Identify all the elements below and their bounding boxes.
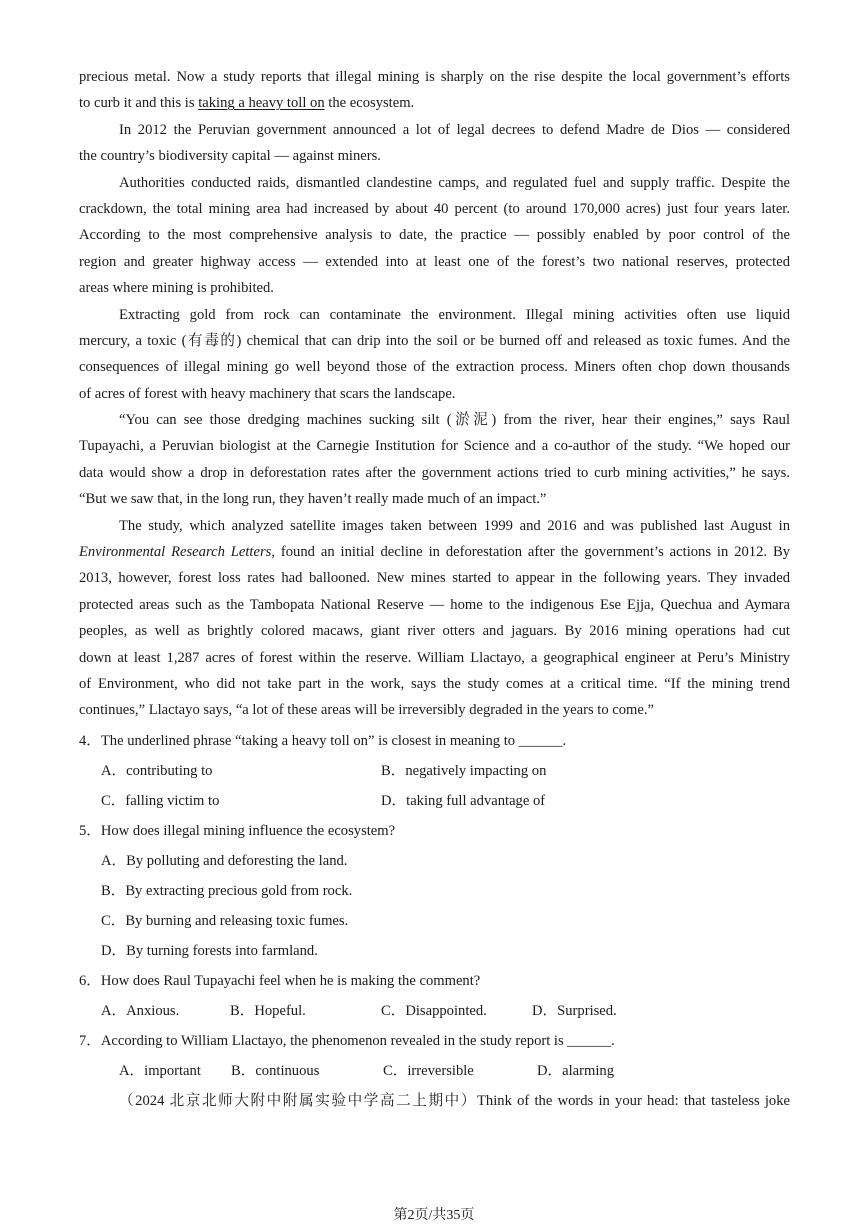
passage-line	[79, 407, 790, 433]
text: peoples, as well as brightly colored macaws, giant river otters and jaguars. By 2016 mining operations had cut	[79, 623, 790, 640]
passage-line	[79, 513, 790, 539]
text: down at least 1,287 acres of forest within the reserve. William Llactayo, a geographical engineer at Peru’s Ministry	[79, 649, 790, 666]
passage-line	[79, 539, 790, 565]
option-d[interactable]: D．By turning forests into farmland.	[101, 942, 318, 959]
text: “You can see those dredging machines sucking silt (淤泥) from the river, hear their engines,” says Raul	[119, 412, 790, 429]
passage-line	[79, 90, 790, 116]
text: Authorities conducted raids, dismantled clandestine camps, and regulated fuel and supply traffic. Despite the	[119, 174, 790, 191]
option-a[interactable]: A．Anxious.	[101, 1002, 180, 1019]
underlined-phrase: taking a heavy toll on	[198, 95, 325, 112]
passage-line	[79, 249, 790, 275]
question-stem: 6．How does Raul Tupayachi feel when he is making the comment?	[79, 972, 481, 989]
text: , found an initial decline in deforestation after the government’s actions in 2012. By	[271, 544, 790, 561]
text: the country’s biodiversity capital — against miners.	[79, 148, 381, 165]
option-b[interactable]: B．continuous	[231, 1062, 320, 1079]
next-section-intro: （2024 北京北师大附中附属实验中学高二上期中）Think of the words in your head: that tasteless joke	[119, 1092, 790, 1109]
text: Tupayachi, a Peruvian biologist at the Carnegie Institution for Science and a co-author of the study. “We hoped our	[79, 438, 790, 455]
passage-line	[79, 354, 790, 380]
passage-line	[79, 486, 790, 512]
text: crackdown, the total mining area had increased by about 40 percent (to around 170,000 acres) just four years later.	[79, 200, 790, 217]
question-stem: 5．How does illegal mining influence the ecosystem?	[79, 822, 396, 839]
passage-line	[79, 618, 790, 644]
passage-line	[79, 275, 790, 301]
options-row	[79, 906, 790, 936]
passage-line	[79, 170, 790, 196]
options-row	[79, 846, 790, 876]
text: to curb it and this is	[79, 95, 199, 112]
text: In 2012 the Peruvian government announced a lot of legal decrees to defend Madre de Dios — considered	[119, 121, 790, 138]
text: “But we saw that, in the long run, they haven’t really made much of an impact.”	[79, 491, 547, 508]
option-d[interactable]: D．alarming	[537, 1062, 615, 1079]
options-row	[79, 756, 790, 786]
passage-line	[79, 328, 790, 354]
options-row	[79, 786, 790, 816]
text: The study, which analyzed satellite images taken between 1999 and 2016 and was published last August in	[119, 517, 790, 534]
text: precious metal. Now a study reports that illegal mining is sharply on the rise despite the local government’s efforts	[79, 69, 790, 85]
passage-line	[79, 222, 790, 248]
text: Extracting gold from rock can contaminate the environment. Illegal mining activities often use liquid	[119, 306, 790, 323]
option-a[interactable]: A．By polluting and deforesting the land.	[101, 852, 348, 869]
text: region and greater highway access — extended into at least one of the forest’s two national reserves, protected	[79, 253, 790, 270]
text: 2013, however, forest loss rates had ballooned. New mines started to appear in the following years. They invaded	[79, 570, 790, 587]
journal-title: Environmental Research Letters	[79, 544, 272, 561]
options-row	[79, 876, 790, 906]
option-c[interactable]: C．By burning and releasing toxic fumes.	[101, 912, 349, 929]
passage-line	[79, 64, 790, 90]
passage-line	[79, 117, 790, 143]
text: protected areas such as the Tambopata National Reserve — home to the indigenous Ese Ejja, Quechua and Aymara	[79, 596, 790, 613]
text: According to the most comprehensive analysis to date, the practice — possibly enabled by poor control of the	[79, 227, 790, 244]
passage-line	[79, 460, 790, 486]
options-row	[79, 936, 790, 966]
option-a[interactable]: A．important	[119, 1062, 201, 1079]
option-b[interactable]: B．By extracting precious gold from rock.	[101, 882, 353, 899]
question-stem: 7．According to William Llactayo, the phenomenon revealed in the study report is ______.	[79, 1032, 615, 1049]
text: mercury, a toxic (有毒的) chemical that can drip into the soil or be burned off and released as toxic fumes. And the	[79, 332, 790, 349]
passage-line	[79, 645, 790, 671]
option-b[interactable]: B．negatively impacting on	[381, 762, 547, 779]
passage-line	[79, 433, 790, 459]
passage-line	[79, 565, 790, 591]
text: of acres of forest with heavy machinery that scars the landscape.	[79, 385, 456, 402]
option-d[interactable]: D．Surprised.	[532, 1002, 617, 1019]
option-a[interactable]: A．contributing to	[101, 762, 213, 779]
option-b[interactable]: B．Hopeful.	[230, 1002, 306, 1019]
option-c[interactable]: C．irreversible	[383, 1062, 474, 1079]
option-d[interactable]: D．taking full advantage of	[381, 792, 546, 809]
text: data would show a drop in deforestation rates after the government actions tried to curb mining activities,” he says.	[79, 464, 790, 481]
text: areas where mining is prohibited.	[79, 280, 274, 297]
question-stem: 4．The underlined phrase “taking a heavy toll on” is closest in meaning to ______.	[79, 732, 567, 749]
text: continues,” Llactayo says, “a lot of these areas will be irreversibly degraded in the years to come.”	[79, 702, 655, 719]
passage-line	[79, 381, 790, 407]
passage-line	[79, 671, 790, 697]
options-row	[79, 1056, 790, 1086]
passage-line	[79, 592, 790, 618]
text: of Environment, who did not take part in the work, says the study comes at a critical time. “If the mining trend	[79, 675, 790, 692]
page-number: 第2页/共35页	[393, 1208, 475, 1223]
option-c[interactable]: C．Disappointed.	[381, 1002, 487, 1019]
text: the ecosystem.	[324, 95, 415, 112]
passage-line	[79, 302, 790, 328]
document-page	[79, 64, 790, 1116]
passage-line	[79, 143, 790, 169]
option-c[interactable]: C．falling victim to	[101, 792, 220, 809]
passage-line	[79, 697, 790, 723]
text: consequences of illegal mining go well beyond those of the extraction process. Miners often chop down thousands	[79, 359, 790, 376]
passage-line	[79, 196, 790, 222]
options-row	[79, 996, 790, 1026]
